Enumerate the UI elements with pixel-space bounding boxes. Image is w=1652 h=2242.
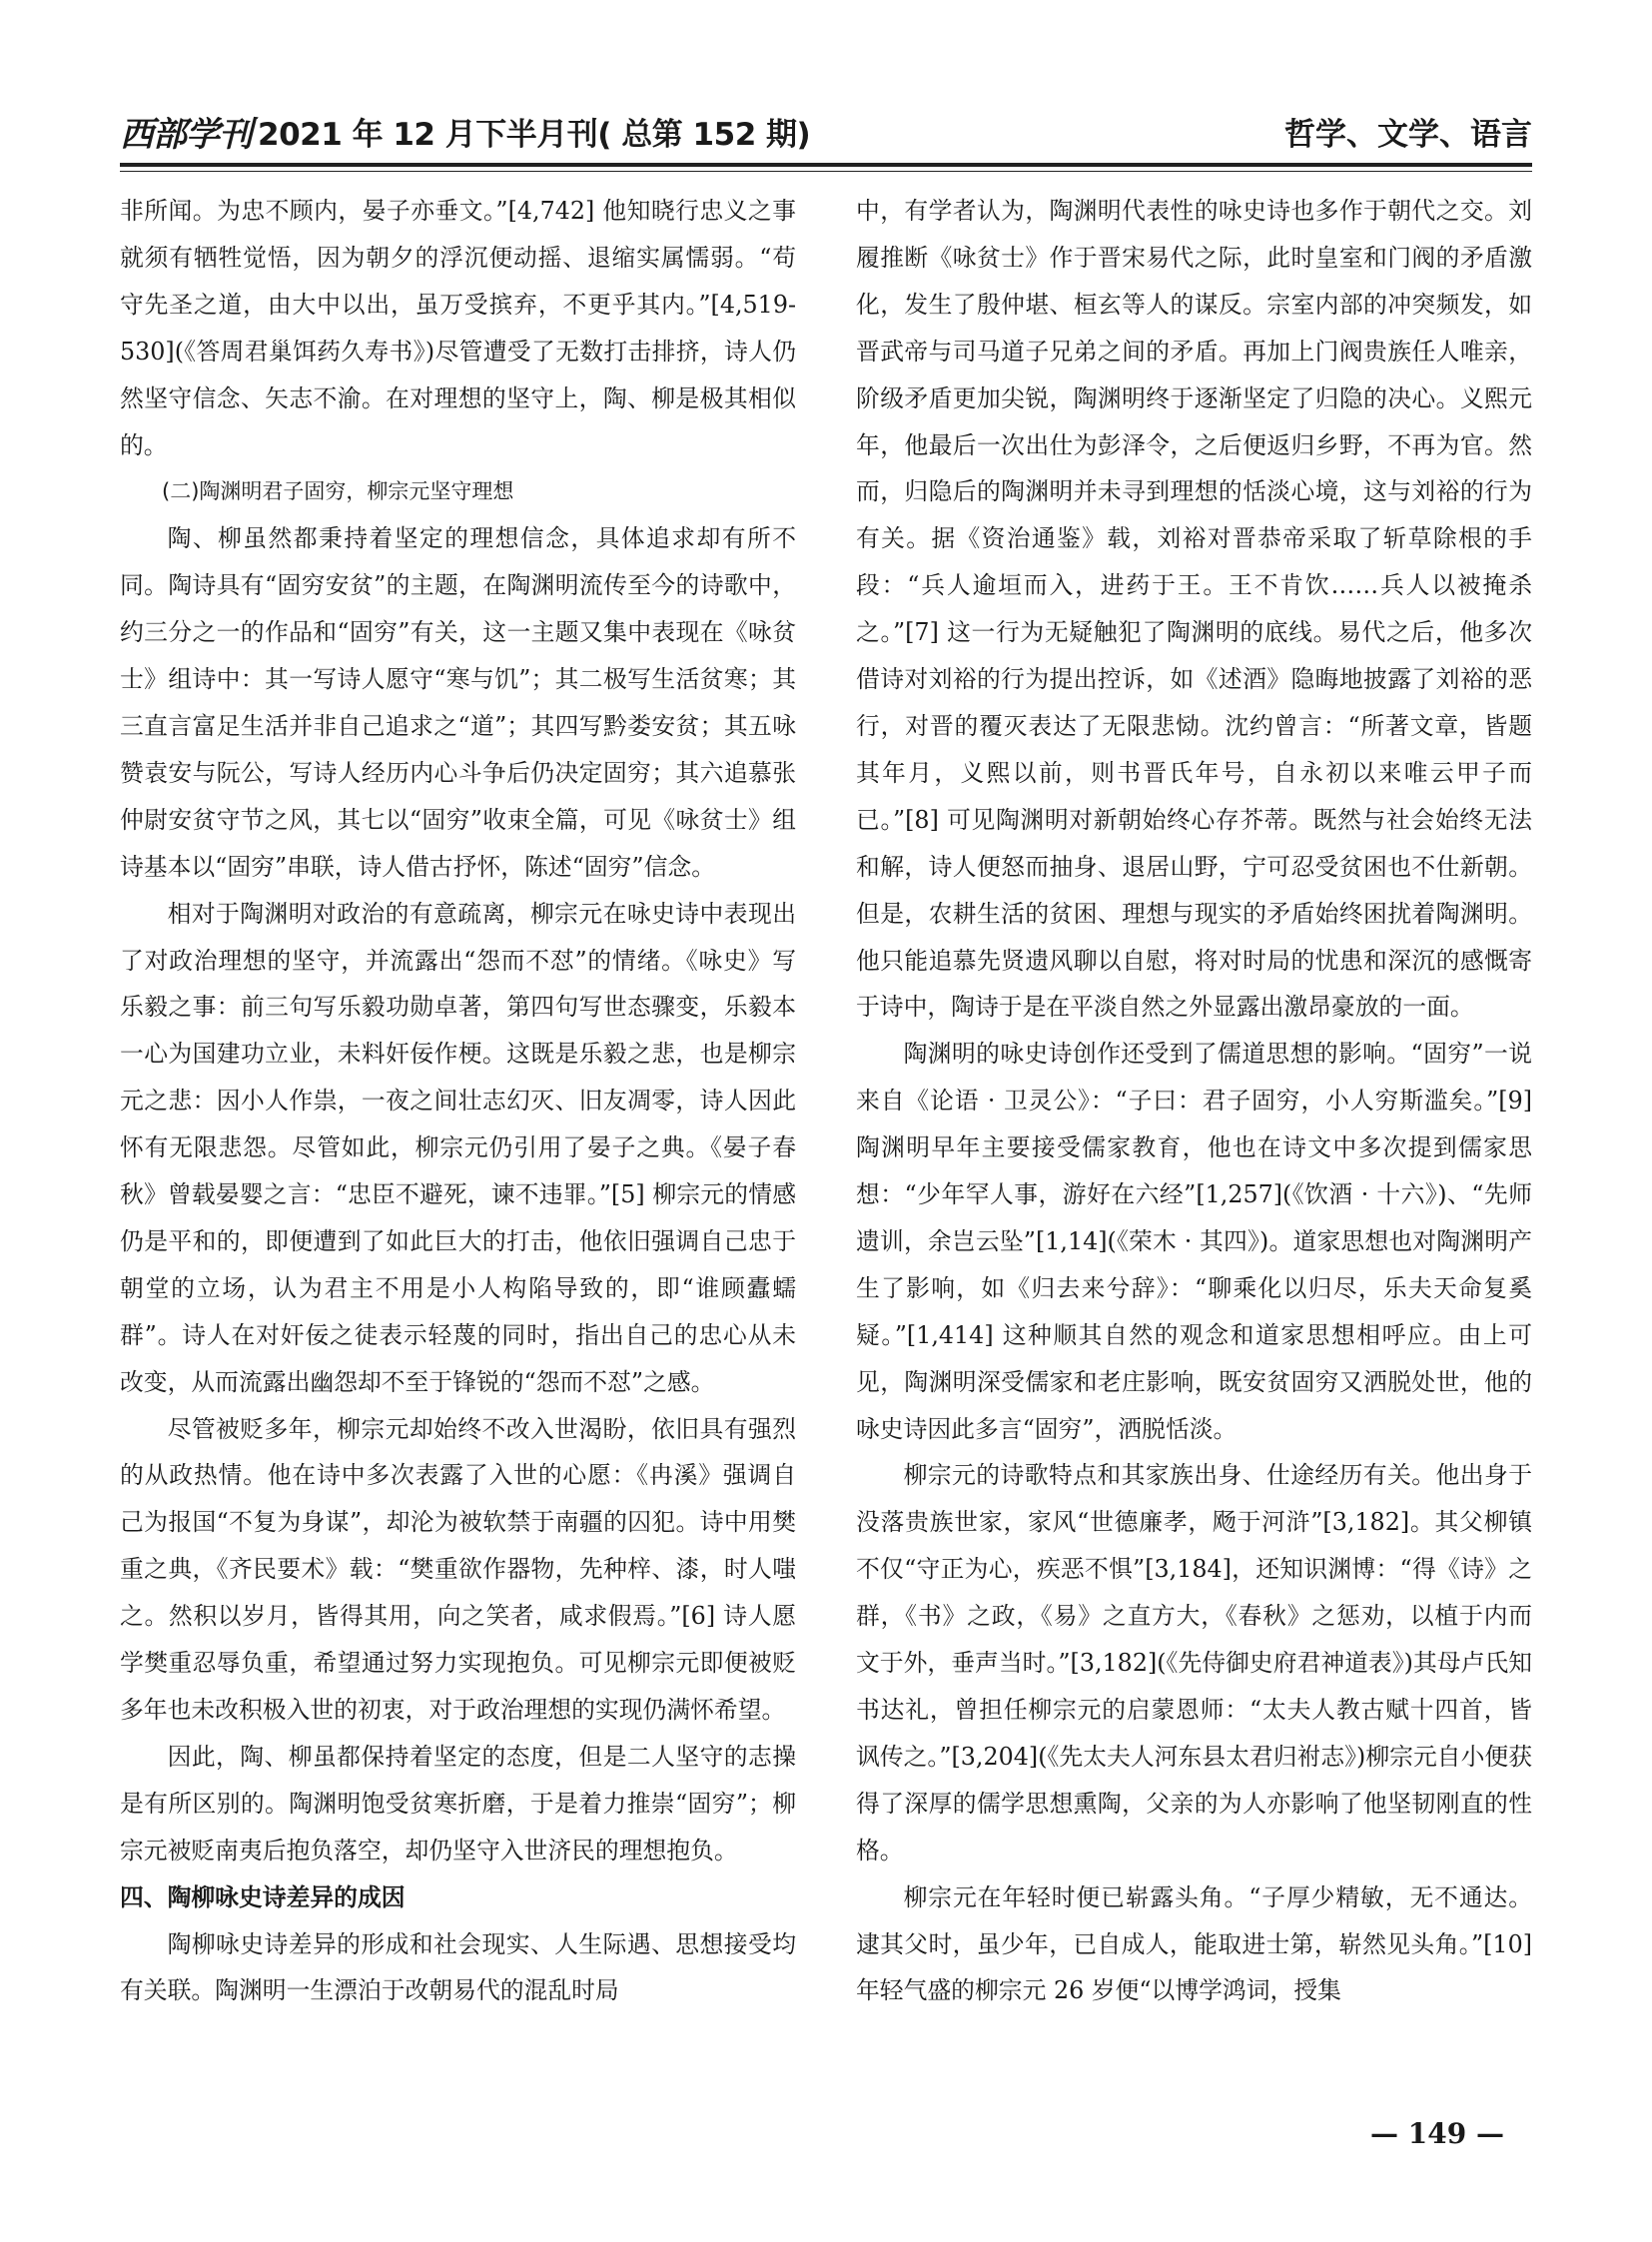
- journal-logo: 西部学刊: [120, 115, 252, 155]
- issue-info: 2021 年 12 月下半月刊( 总第 152 期): [258, 117, 811, 153]
- running-header: [120, 112, 1532, 158]
- paragraph: 陶、柳虽然都秉持着坚定的理想信念，具体追求却有所不同。陶诗具有“固穷安贫”的主题，在陶渊明流传至今的诗歌中，约三分之一的作品和“固穷”有关，这一主题又集中表现在《咏贫士》组诗中：其一写诗人愿守“寒与饥”；其二极写生活贫寒；其三直言富足生活并非自己追求之“道”；其四写黔娄安贫；其五咏赞袁安与阮公，写诗人经历内心斗争后仍决定固穷；其六追慕张仲尉安贫守节之风，其七以“固穷”收束全篇，可见《咏贫士》组诗基本以“固穷”串联，诗人借古抒怀，陈述“固穷”信念。: [120, 524, 796, 881]
- header-rule-thick: [120, 163, 1532, 167]
- paragraph: 相对于陶渊明对政治的有意疏离，柳宗元在咏史诗中表现出了对政治理想的坚守，并流露出“怨而不怼”的情绪。《咏史》写乐毅之事：前三句写乐毅功勋卓著，第四句写世态骤变，乐毅本一心为国建功立业，未料奸佞作梗。这既是乐毅之悲，也是柳宗元之悲：因小人作祟，一夜之间壮志幻灭、旧友凋零，诗人因此怀有无限悲怨。尽管如此，柳宗元仍引用了晏子之典。《晏子春秋》曾载晏婴之言：“忠臣不避死，谏不违罪。”[5] 柳宗元的情感仍是平和的，即便遭到了如此巨大的打击，他依旧强调自己忠于朝堂的立场，认为君主不用是小人构陷导致的，即“谁顾蠹蠕群”。诗人在对奸佞之徒表示轻蔑的同时，指出自己的忠心从未改变，从而流露出幽怨却不至于锋锐的“怨而不怼”之感。: [120, 899, 796, 1396]
- section-title: 哲学、文学、语言: [1284, 117, 1532, 153]
- page-number: — 149 —: [1370, 2117, 1504, 2150]
- header-rule-thin: [120, 171, 1532, 172]
- subsection-heading: (二)陶渊明君子固穷，柳宗元坚守理想: [162, 479, 514, 504]
- section-heading: 四、陶柳咏史诗差异的成因: [120, 1882, 406, 1911]
- right-column: [856, 188, 1532, 2090]
- paragraph: 尽管被贬多年，柳宗元却始终不改入世渴盼，依旧具有强烈的从政热情。他在诗中多次表露了入世的心愿：《冉溪》强调自己为报国“不复为身谋”，却沦为被软禁于南疆的囚犯。诗中用樊重之典，《齐民要术》载：“樊重欲作器物，先种梓、漆，时人嗤之。然积以岁月，皆得其用，向之笑者，咸求假焉。”[6] 诗人愿学樊重忍辱负重，希望通过努力实现抱负。可见柳宗元即便被贬多年也未改积极入世的初衷，对于政治理想的实现仍满怀希望。: [120, 1414, 796, 1724]
- left-column: [120, 188, 796, 2090]
- paragraph: 中，有学者认为，陶渊明代表性的咏史诗也多作于朝代之交。刘履推断《咏贫士》作于晋宋易代之际，此时皇室和门阀的矛盾激化，发生了殷仲堪、桓玄等人的谋反。宗室内部的冲突频发，如晋武帝与司马道子兄弟之间的矛盾。再加上门阀贵族任人唯亲，阶级矛盾更加尖锐，陶渊明终于逐渐坚定了归隐的决心。义熙元年，他最后一次出仕为彭泽令，之后便返归乡野，不再为官。然而，归隐后的陶渊明并未寻到理想的恬淡心境，这与刘裕的行为有关。据《资治通鉴》载，刘裕对晋恭帝采取了斩草除根的手段：“兵人逾垣而入，进药于王。王不肯饮……兵人以被掩杀之。”[7] 这一行为无疑触犯了陶渊明的底线。易代之后，他多次借诗对刘裕的行为提出控诉，如《述酒》隐晦地披露了刘裕的恶行，对晋的覆灭表达了无限悲恸。沈约曾言：“所著文章，皆题其年月，义熙以前，则书晋氏年号，自永初以来唯云甲子而已。”[8] 可见陶渊明对新朝始终心存芥蒂。既然与社会始终无法和解，诗人便怒而抽身、退居山野，宁可忍受贫困也不仕新朝。但是，农耕生活的贫困、理想与现实的矛盾始终困扰着陶渊明。他只能追慕先贤遗风聊以自慰，将对时局的忧患和深沉的感慨寄于诗中，陶诗于是在平淡自然之外显露出激昂豪放的一面。: [856, 197, 1532, 1022]
- paragraph: 陶渊明的咏史诗创作还受到了儒道思想的影响。“固穷”一说来自《论语 · 卫灵公》：“子曰：君子固穷，小人穷斯滥矣。”[9] 陶渊明早年主要接受儒家教育，他也在诗文中多次提到儒家思想：“少年罕人事，游好在六经”[1,257](《饮酒 · 十六》)、“先师遗训，余岂云坠”[1,14](《荣木 · 其四》)。道家思想也对陶渊明产生了影响，如《归去来兮辞》：“聊乘化以归尽，乐夫天命复奚疑。”[1,414] 这种顺其自然的观念和道家思想相呼应。由上可见，陶渊明深受儒家和老庄影响，既安贫固穷又洒脱处世，他的咏史诗因此多言“固穷”，洒脱恬淡。: [856, 1040, 1532, 1443]
- paragraph: 因此，陶、柳虽都保持着坚定的态度，但是二人坚守的志操是有所区别的。陶渊明饱受贫寒折磨，于是着力推崇“固穷”；柳宗元被贬南夷后抱负落空，却仍坚守入世济民的理想抱负。: [120, 1742, 796, 1865]
- paragraph: 柳宗元的诗歌特点和其家族出身、仕途经历有关。他出身于没落贵族世家，家风“世德廉孝，飏于河浒”[3,182]。其父柳镇不仅“守正为心，疾恶不惧”[3,184]，还知识渊博：“得《诗》之群，《书》之政，《易》之直方大，《春秋》之惩劝，以植于内而文于外，垂声当时。”[3,182](《先侍御史府君神道表》)其母卢氏知书达礼，曾担任柳宗元的启蒙恩师：“太夫人教古赋十四首，皆讽传之。”[3,204](《先太夫人河东县太君归祔志》)柳宗元自小便获得了深厚的儒学思想熏陶，父亲的为人亦影响了他坚韧刚直的性格。: [856, 1461, 1532, 1865]
- paragraph: 陶柳咏史诗差异的形成和社会现实、人生际遇、思想接受均有关联。陶渊明一生漂泊于改朝易代的混乱时局: [120, 1929, 796, 2005]
- paragraph: 柳宗元在年轻时便已崭露头角。“子厚少精敏，无不通达。逮其父时，虽少年，已自成人，能取进士第，崭然见头角。”[10] 年轻气盛的柳宗元 26 岁便“以博学鸿词，授集: [856, 1882, 1532, 2005]
- paragraph: 非所闻。为忠不顾内，晏子亦垂文。”[4,742] 他知晓行忠义之事就须有牺牲觉悟，因为朝夕的浮沉便动摇、退缩实属懦弱。“苟守先圣之道，由大中以出，虽万受摈弃，不更乎其内。”[4,519-530](《答周君巢饵药久寿书》)尽管遭受了无数打击排挤，诗人仍然坚守信念、矢志不渝。在对理想的坚守上，陶、柳是极其相似的。: [120, 197, 796, 459]
